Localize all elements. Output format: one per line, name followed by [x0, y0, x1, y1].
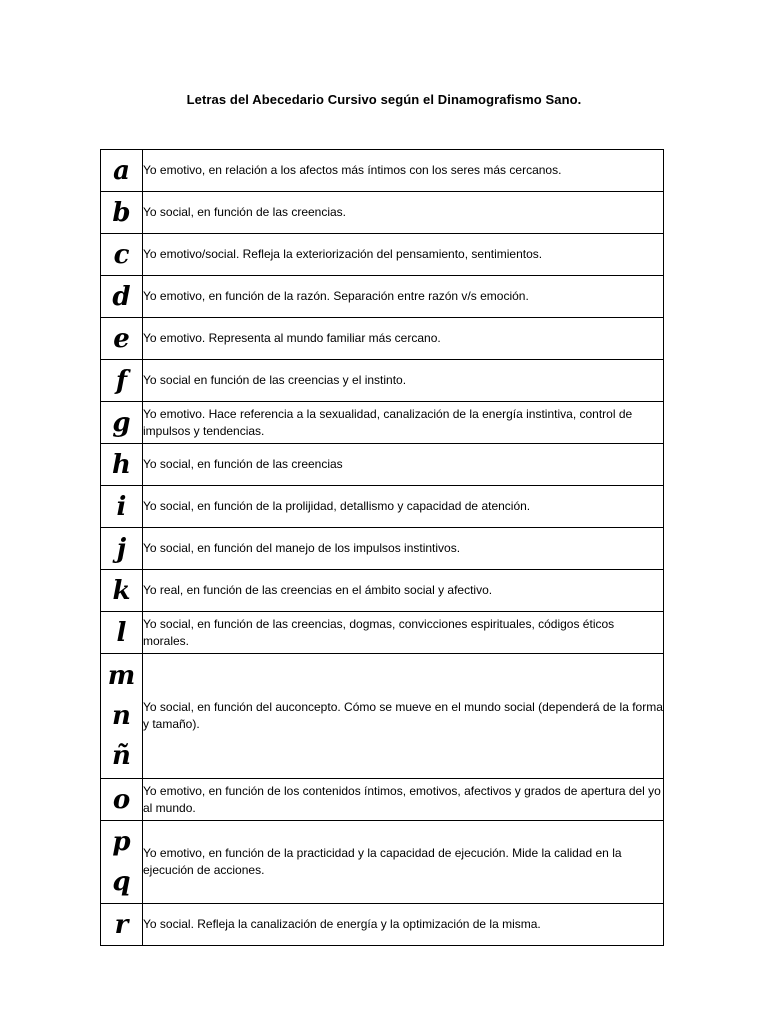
letter-cell [101, 779, 143, 821]
letter-cell [101, 276, 143, 318]
letter-cell [101, 444, 143, 486]
description-cell: Yo emotivo/social. Refleja la exteriorización del pensamiento, sentimientos. [143, 234, 664, 276]
cursive-letter: m [107, 661, 136, 691]
cursive-letter: o [112, 784, 131, 815]
cursive-letter: k [112, 575, 131, 606]
cursive-letter: i [116, 491, 127, 522]
description-cell: Yo emotivo, en función de los contenidos íntimos, emotivos, afectivos y grados de apertura del yo al mundo. [143, 779, 664, 821]
letters-table-body [101, 150, 664, 946]
letter-cell [101, 234, 143, 276]
letter-cell [101, 570, 143, 612]
description-cell: Yo emotivo, en relación a los afectos más íntimos con los seres más cercanos. [143, 150, 664, 192]
letter-cell [101, 821, 143, 904]
description-cell: Yo emotivo. Representa al mundo familiar más cercano. [143, 318, 664, 360]
description-cell: Yo emotivo. Hace referencia a la sexualidad, canalización de la energía instintiva, control de impulsos y tendencias. [143, 402, 664, 444]
cursive-letter: n [112, 701, 131, 731]
cursive-letter: h [112, 449, 131, 480]
table-row [101, 486, 664, 528]
table-row [101, 779, 664, 821]
table-row [101, 318, 664, 360]
table-row [101, 192, 664, 234]
cursive-letter: a [113, 155, 130, 186]
table-row [101, 444, 664, 486]
description-cell: Yo emotivo, en función de la razón. Separación entre razón v/s emoción. [143, 276, 664, 318]
letter-cell [101, 360, 143, 402]
table-row [101, 570, 664, 612]
cursive-letter: c [113, 239, 130, 270]
letter-cell [101, 192, 143, 234]
table-row [101, 528, 664, 570]
table-row [101, 150, 664, 192]
description-cell: Yo emotivo, en función de la practicidad y la capacidad de ejecución. Mide la calidad en la ejecución de acciones. [143, 821, 664, 904]
description-cell: Yo social, en función del auconcepto. Cómo se mueve en el mundo social (dependerá de la forma y tamaño). [143, 654, 664, 779]
table-row [101, 612, 664, 654]
table-row [101, 821, 664, 904]
cursive-letter: p [112, 827, 131, 857]
description-cell: Yo social, en función de la prolijidad, detallismo y capacidad de atención. [143, 486, 664, 528]
table-row [101, 654, 664, 779]
cursive-letter: q [112, 867, 131, 897]
table-row [101, 234, 664, 276]
letter-cell [101, 904, 143, 946]
letter-cell [101, 654, 143, 779]
letter-cell [101, 150, 143, 192]
table-row [101, 402, 664, 444]
letter-cell [101, 612, 143, 654]
table-row [101, 904, 664, 946]
cursive-letter: j [116, 533, 127, 564]
description-cell: Yo social, en función de las creencias [143, 444, 664, 486]
letter-cell [101, 402, 143, 444]
description-cell: Yo social, en función de las creencias, dogmas, convicciones espirituales, códigos éticos morales. [143, 612, 664, 654]
table-row [101, 360, 664, 402]
description-cell: Yo social, en función del manejo de los impulsos instintivos. [143, 528, 664, 570]
cursive-letter: l [116, 617, 127, 648]
description-cell: Yo social en función de las creencias y el instinto. [143, 360, 664, 402]
letters-table [100, 149, 664, 946]
letter-cell [101, 486, 143, 528]
letter-cell [101, 528, 143, 570]
cursive-letter: b [112, 197, 131, 228]
cursive-letter: d [112, 281, 131, 312]
cursive-letter: g [112, 407, 131, 438]
letter-cell [101, 318, 143, 360]
description-cell: Yo social, en función de las creencias. [143, 192, 664, 234]
table-row [101, 276, 664, 318]
description-cell: Yo real, en función de las creencias en el ámbito social y afectivo. [143, 570, 664, 612]
cursive-letter: e [113, 323, 130, 354]
cursive-letter: r [114, 909, 129, 940]
page-title: Letras del Abecedario Cursivo según el Dinamografismo Sano. [186, 92, 582, 107]
description-cell: Yo social. Refleja la canalización de energía y la optimización de la misma. [143, 904, 664, 946]
cursive-letter: ñ [112, 741, 131, 771]
cursive-letter: f [115, 365, 128, 396]
